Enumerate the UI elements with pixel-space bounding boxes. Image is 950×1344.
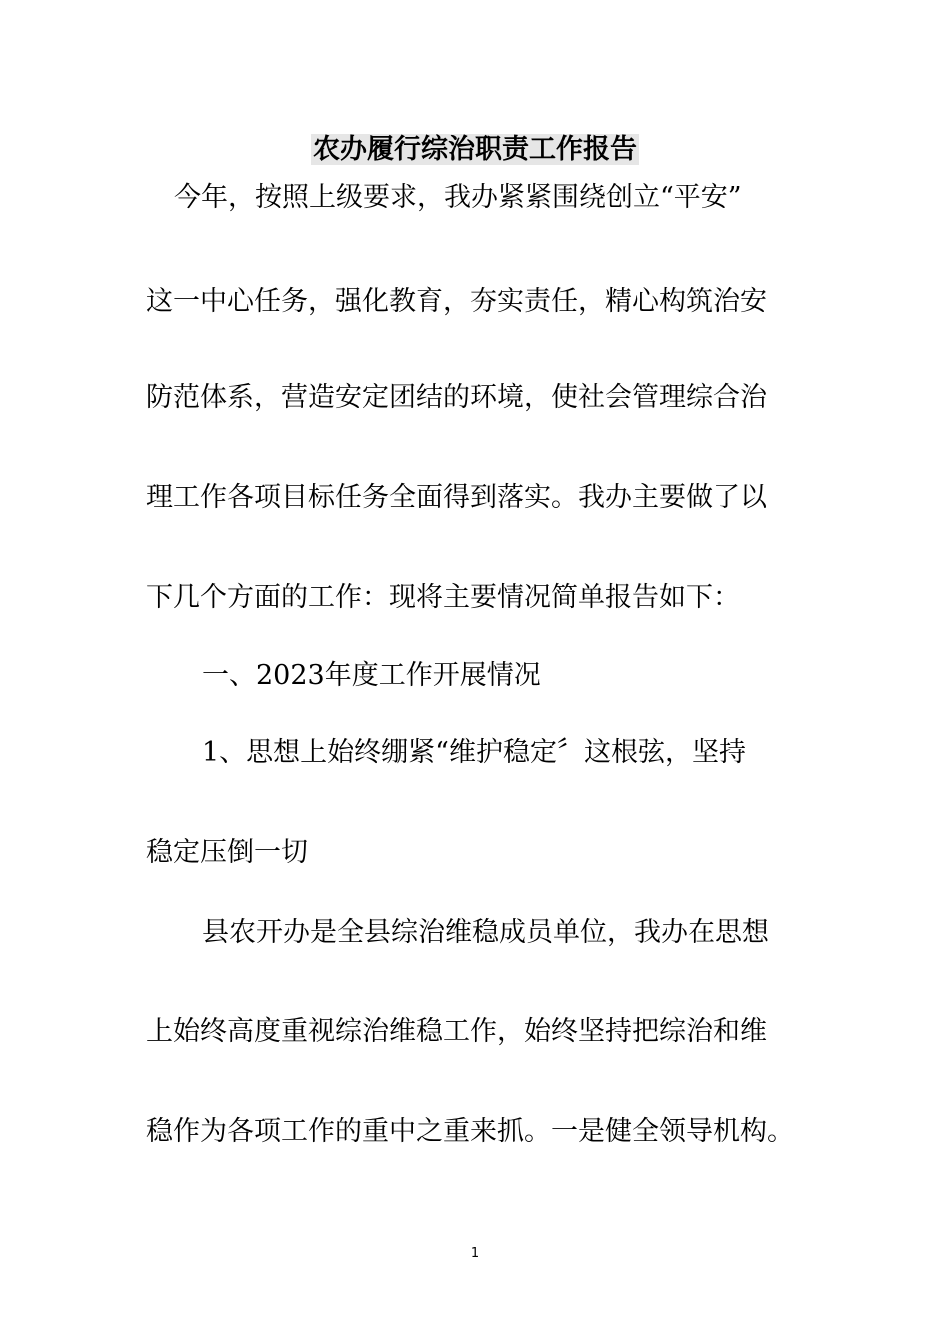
- paragraph-line-7: 上始终高度重视综治维稳工作，始终坚持把综治和维: [146, 1016, 767, 1047]
- paragraph-line-5: 下几个方面的工作：现将主要情况简单报告如下：: [146, 582, 740, 613]
- paragraph-line-2: 这一中心任务，强化教育，夯实责任，精心构筑治安: [146, 286, 767, 317]
- paragraph-line-3: 防范体系，营造安定团结的环境，使社会管理综合治: [146, 382, 767, 413]
- title-text: 农办履行综治职责工作报告: [313, 134, 637, 165]
- paragraph-line-6: 县农开办是全县综治维稳成员单位，我办在思想: [202, 917, 769, 948]
- document-title: [0, 130, 950, 170]
- paragraph-line-8: 稳作为各项工作的重中之重来抓。一是健全领导机构。: [146, 1116, 794, 1147]
- subsection-heading-line-2: 稳定压倒一切: [146, 837, 308, 868]
- page-number: 1: [470, 1246, 480, 1261]
- paragraph-line-4: 理工作各项目标任务全面得到落实。我办主要做了以: [146, 482, 767, 513]
- subsection-heading-line-1: 1、思想上始终绷紧“维护稳定〞这根弦，坚持: [202, 737, 746, 768]
- section-heading: 一、2023年度工作开展情况: [202, 660, 541, 691]
- paragraph-line-1: 今年，按照上级要求，我办紧紧围绕创立“平安”: [174, 182, 742, 213]
